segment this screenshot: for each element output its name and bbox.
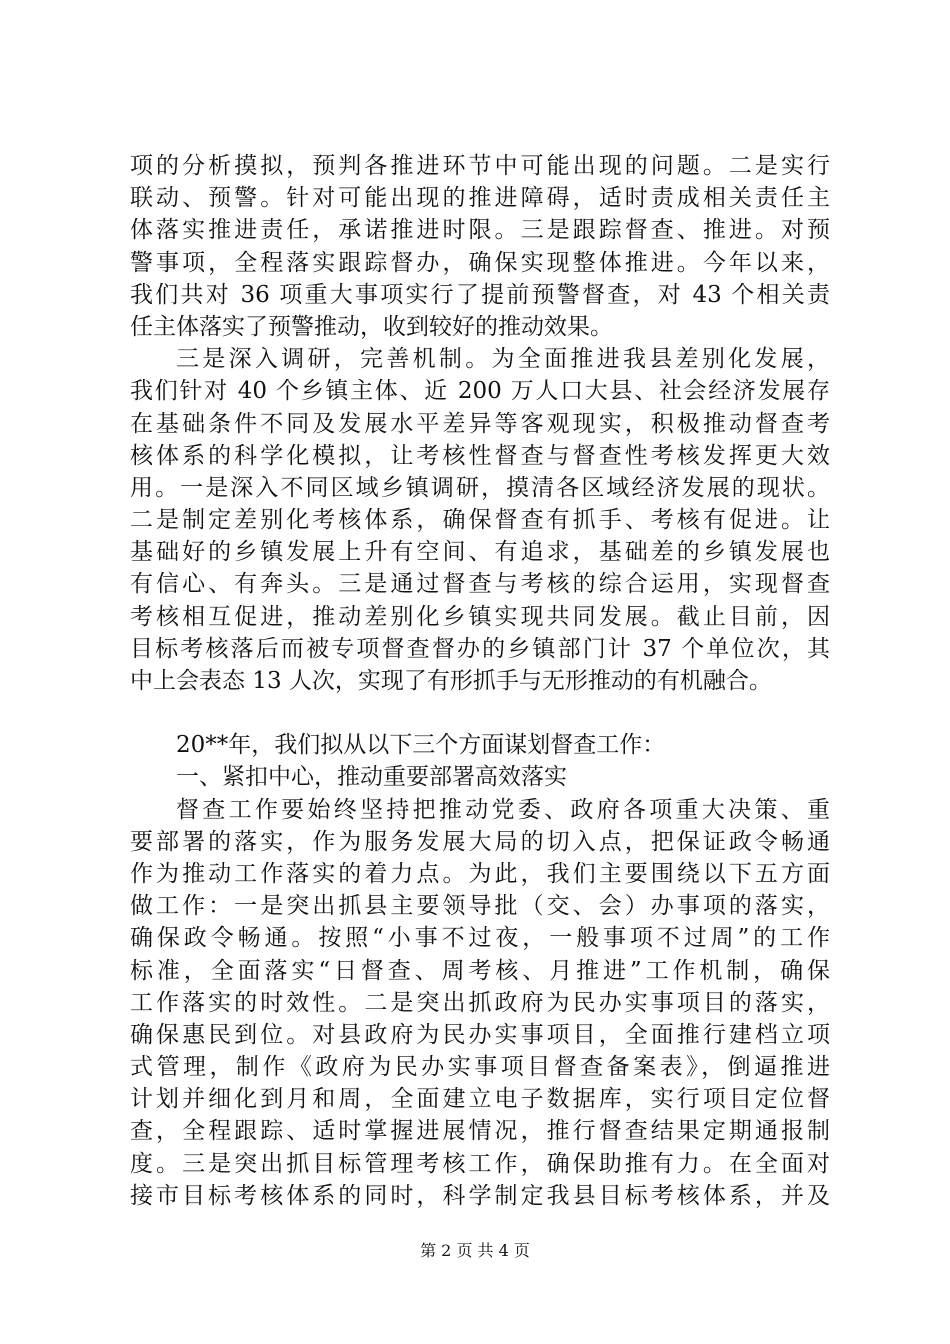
text-line: 我们共对 36 项重大事项实行了提前预警督查，对 43 个相关责 [130,281,830,308]
paragraph-start: 三是深入调研，完善机制。为全面推进我县差别化发展， [176,346,830,373]
text-line: 考核相互促进，推动差别化乡镇实现共同发展。截止目前，因 [130,603,830,630]
paragraph-gap [130,697,830,729]
text-line: 确保政令畅通。按照“小事不过夜，一般事项不过周”的工作 [130,925,830,952]
paragraph-start: 20**年，我们拟从以下三个方面谋划督查工作： [176,732,666,759]
text-line: 有信心、有奔头。三是通过督查与考核的综合运用，实现督查 [130,571,830,598]
text-line: 我们针对 40 个乡镇主体、近 200 万人口大县、社会经济发展存 [130,378,830,405]
text-line: 式管理，制作《政府为民办实事项目督查备案表》，倒逼推进 [130,1054,830,1081]
text-line: 确保惠民到位。对县政府为民办实事项目，全面推行建档立项 [130,1021,830,1048]
text-line: 度。三是突出抓目标管理考核工作，确保助推有力。在全面对 [130,1150,830,1177]
text-line: 作为推动工作落实的着力点。为此，我们主要围绕以下五方面 [130,860,830,887]
text-line: 在基础条件不同及发展水平差异等客观现实，积极推动督查考 [130,410,830,437]
text-line: 目标考核落后而被专项督查督办的乡镇部门计 37 个单位次，其 [130,635,830,662]
text-line: 基础好的乡镇发展上升有空间、有追求，基础差的乡镇发展也 [130,539,830,566]
text-line: 核体系的科学化模拟，让考核性督查与督查性考核发挥更大效 [130,442,830,469]
text-line: 做工作：一是突出抓县主要领导批（交、会）办事项的落实， [130,893,830,920]
text-line: 联动、预警。针对可能出现的推进障碍，适时责成相关责任主 [130,185,830,212]
paragraph-start: 督查工作要始终坚持把推动党委、政府各项重大决策、重 [176,796,830,823]
page-number-footer: 第 2 页 共 4 页 [420,1241,530,1260]
text-line: 中上会表态 13 人次，实现了有形抓手与无形推动的有机融合。 [130,668,772,694]
text-line: 任主体落实了预警推动，收到较好的推动效果。 [130,313,613,340]
body-text [130,150,830,1212]
text-line: 警事项，全程落实跟踪督办，确保实现整体推进。今年以来， [130,249,830,276]
text-line: 项的分析摸拟，预判各推进环节中可能出现的问题。二是实行 [130,153,830,179]
text-line: 工作落实的时效性。二是突出抓政府为民办实事项目的落实， [130,989,830,1016]
text-line: 要部署的落实，作为服务发展大局的切入点，把保证政令畅通 [130,828,830,855]
text-line: 接市目标考核体系的同时，科学制定我县目标考核体系，并及 [130,1182,830,1209]
text-line: 计划并细化到月和周，全面建立电子数据库，实行项目定位督 [130,1086,830,1113]
section-heading: 一、紧扣中心，推动重要部署高效落实 [176,764,567,791]
text-line: 二是制定差别化考核体系，确保督查有抓手、考核有促进。让 [130,507,830,534]
text-line: 用。一是深入不同区域乡镇调研，摸清各区域经济发展的现状。 [130,474,830,501]
text-line: 标准，全面落实“日督查、周考核、月推进”工作机制，确保 [130,957,830,984]
text-line: 体落实推进责任，承诺推进时限。三是跟踪督查、推进。对预 [130,217,830,244]
text-line: 查，全程跟踪、适时掌握进展情况，推行督查结果定期通报制 [130,1118,830,1145]
